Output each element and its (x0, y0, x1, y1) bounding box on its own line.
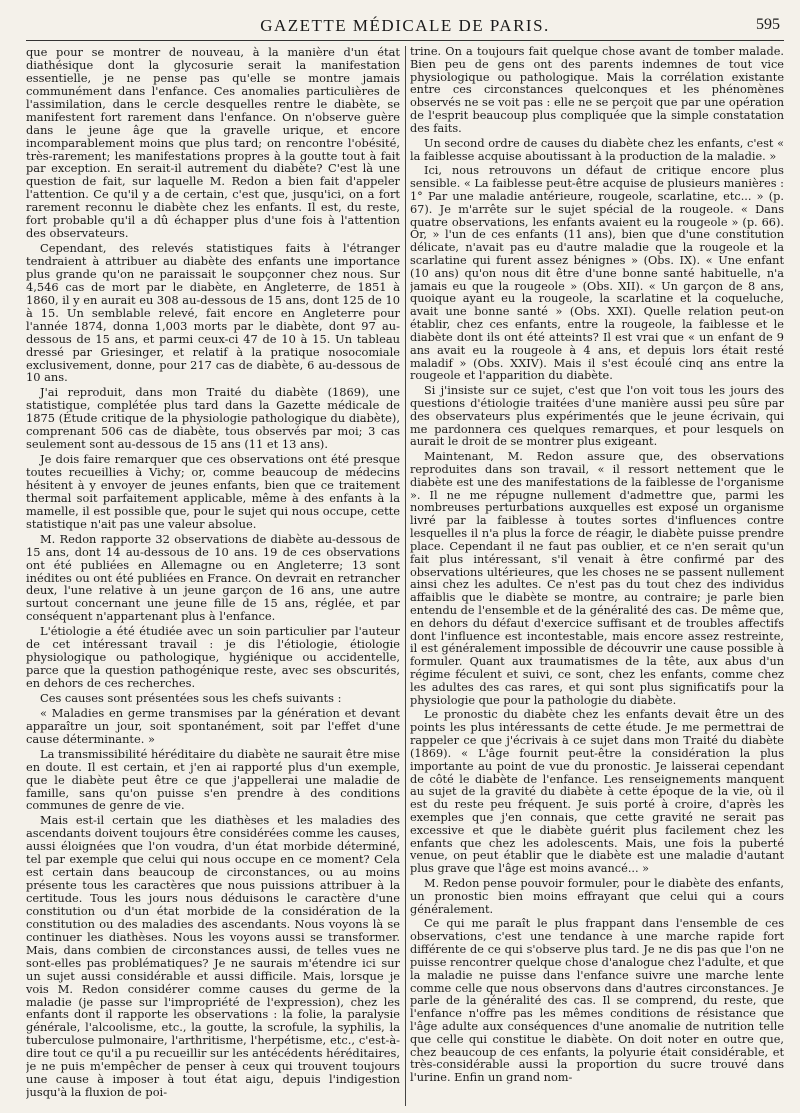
paragraph: trine. On a toujours fait quelque chose avant de tomber malade. Bien peu de gens ont des parents indemnes de tout vice physiologique ou pathologique. Mais la corrélation existante entre ces circonstances quelconques et les phénomènes observés ne se voit pas : elle ne se perçoit que par une opération de l'esprit beaucoup plus compliquée que la simple constatation des faits. (410, 46, 784, 135)
right-column (410, 46, 784, 1106)
page-number: 595 (756, 16, 780, 33)
left-column (26, 46, 400, 1106)
paragraph: que pour se montrer de nouveau, à la manière d'un état diathésique dont la glycosurie serait la manifestation essentielle, je ne pense pas qu'elle se montre jamais communément dans l'enfance. Ces anomalies particulières de l'assimilation, dans le cercle desquelles rentre le diabète, se manifestent fort rarement dans l'enfance. On n'observe guère dans le jeune âge que la gravelle urique, et encore incomparablement moins que plus tard; on rencontre l'obésité, très-rarement; les manifestations propres à la goutte tout à fait par exception. En serait-il autrement du diabète? C'est là une question de fait, sur laquelle M. Redon a bien fait d'appeler l'attention. Ce qu'il y a de certain, c'est que, jusqu'ici, on a fort rarement reconnu le diabète chez les enfants. Il est, du reste, fort probable qu'il a dû échapper plus d'une fois à l'attention des observateurs. (26, 46, 400, 241)
paragraph: Le pronostic du diabète chez les enfants devait être un des points les plus intéressants de cette étude. Je me permettrai de rappeler ce que j'écrivais à ce sujet dans mon Traité du diabète (1869). « L'âge fournit peut-être la considération la plus importante au point de vue du pronostic. Je laisserai cependant de côté le diabète de l'enfance. Les renseignements manquent au sujet de la gravité du diabète à cette époque de la vie, où il est du reste peu fréquent. Je suis porté à croire, d'après les exemples que j'en connais, que cette gravité ne serait pas excessive et que le diabète guérit plus facilement chez les enfants que chez les adolescents. Mais, une fois la puberté venue, on peut établir que le diabète est une maladie d'autant plus grave que l'âge est moins avancé... » (410, 708, 784, 876)
paragraph: La transmissibilité héréditaire du diabète ne saurait être mise en doute. Il est certain, et j'en ai rapporté plus d'un exemple, que le diabète peut être ce que j'appellerai une maladie de famille, sans qu'on puisse s'en prendre à des conditions communes de genre de vie. (26, 746, 400, 813)
journal-title: GAZETTE MÉDICALE DE PARIS. (260, 16, 550, 35)
paragraph: J'ai reproduit, dans mon Traité du diabète (1869), une statistique, complétée plus tard dans la Gazette médicale de 1875 (Étude critique de la physiologie pathologique du diabète), comprenant 506 cas de diabète, tous observés par moi; 3 cas seulement sont au-dessous de 15 ans (11 et 13 ans). (26, 385, 400, 452)
paragraph: Ici, nous retrouvons un défaut de critique encore plus sensible. « La faiblesse peut-être acquise de plusieurs manières : 1° Par une maladie antérieure, rougeole, scarlatine, etc... » (p. 67). Je m'arrête sur le sujet spécial de la rougeole. « Dans quatre observations, les enfants avaient eu la rougeole » (p. 66). Or, » l'un de ces enfants (11 ans), bien que d'une constitution délicate, n'avait pas eu d'autre maladie que la rougeole et la scarlatine qui furent assez bénignes » (Obs. IX). « Une enfant (10 ans) qu'on nous dit être d'une bonne santé habituelle, n'a jamais eu que la rougeole » (Obs. XII). « Un garçon de 8 ans, quoique ayant eu la rougeole, la scarlatine et la coqueluche, avait une bonne santé » (Obs. XXI). Quelle relation peut-on établir, chez ces enfants, entre la rougeole, la faiblesse et le diabète dont ils ont été atteints? Il est vrai que « un enfant de 9 ans avait eu la rougeole à 4 ans, et depuis lors était resté maladif » (Obs. XXIV). Mais il s'est écoulé cinq ans entre la rougeole et l'apparition du diabète. (410, 164, 784, 383)
paragraph: Je dois faire remarquer que ces observations ont été presque toutes recueillies à Vichy; or, comme beaucoup de médecins hésitent à y envoyer de jeunes enfants, bien que ce traitement thermal soit parfaitement applicable, même à des enfants à la mamelle, il est possible que, pour le sujet qui nous occupe, cette statistique n'ait pas une valeur absolue. (26, 452, 400, 531)
column-divider (405, 46, 406, 1106)
paragraph: Si j'insiste sur ce sujet, c'est que l'on voit tous les jours des questions d'étiologie traitées d'une manière aussi peu sûre par des observateurs plus expérimentés que le jeune écrivain, qui me pardonnera ces quelques remarques, et pour lesquels on aurait le droit de se montrer plus exigeant. (410, 384, 784, 449)
paragraph: Maintenant, M. Redon assure que, des observations reproduites dans son travail, « il ressort nettement que le diabète est une des manifestations de la faiblesse de l'organisme ». Il ne me répugne nullement d'admettre que, parmi les nombreuses perturbations auxquelles est exposé un organisme livré par la faiblesse à toutes sortes d'influences contre lesquelles il n'a plus la force de réagir, le diabète puisse prendre place. Cependant il ne faut pas oublier, et ce n'en serait qu'un fait plus intéressant, s'il venait à être confirmé par des observations ultérieures, que les choses ne se passent nullement ainsi chez les adultes. Ce n'est pas du tout chez des individus affaiblis que le diabète se montre, au contraire; je parle bien entendu de l'ensemble et de la généralité des cas. De même que, en dehors du défaut d'exercice suffisant et de troubles affectifs dont l'influence est incontestable, mais encore assez restreinte, il est généralement impossible de découvrir une cause possible à formuler. Quant aux traumatismes de la tête, aux abus d'un régime féculent et suivi, ce sont, chez les enfants, comme chez les adultes des cas rares, et qui sont plus significatifs pour la physiologie que pour la pathologie du diabète. (410, 450, 784, 707)
text-columns (26, 46, 784, 1113)
paragraph: « Maladies en germe transmises par la génération et devant apparaître un jour, soit spontanément, soit par l'effet d'une cause déterminante. » (26, 705, 400, 746)
paragraph: Mais est-il certain que les diathèses et les maladies des ascendants doivent toujours être considérées comme les causes, aussi éloignées que l'on voudra, d'un état morbide déterminé, tel par exemple que celui qui nous occupe en ce moment? Cela est certain dans beaucoup de circonstances, ou au moins présente tous les caractères que nous puissions attribuer à la certitude. Tous les jours nous déduisons le caractère d'une constitution ou d'un état morbide de la considération de la constitution ou des maladies des ascendants. Nous voyons là se continuer les diathèses. Nous les voyons aussi se transformer. Mais, dans combien de circonstances aussi, de telles vues ne sont-elles pas problématiques? Je ne saurais m'étendre ici sur un sujet aussi considérable et aussi difficile. Mais, lorsque je vois M. Redon considérer comme causes du germe de la maladie (je passe sur l'impropriété de l'expression), chez les enfants dont il rapporte les observations : la folie, la paralysie générale, l'alcoolisme, etc., la goutte, la scrofule, la syphilis, la tuberculose pulmonaire, l'arthritisme, l'herpétisme, etc., c'est-à-dire tout ce qu'il a pu recueillir sur les antécédents héréditaires, je ne puis m'empêcher de penser à ceux qui trouvent toujours une cause à imposer à tout état aigu, depuis l'indigestion jusqu'à la fluxion de poi- (26, 813, 400, 1100)
paragraph: Un second ordre de causes du diabète chez les enfants, c'est « la faiblesse acquise aboutissant à la production de la maladie. » (410, 136, 784, 163)
paragraph: M. Redon rapporte 32 observations de diabète au-dessous de 15 ans, dont 14 au-dessous de 10 ans. 19 de ces observations ont été publiées en Allemagne ou en Angleterre; 13 sont inédites ou ont été publiées en France. On devrait en retrancher deux, l'une relative à un jeune garçon de 16 ans, une autre surtout concernant une jeune fille de 15 ans, réglée, et par conséquent n'appartenant plus à l'enfance. (26, 531, 400, 624)
paragraph: Ces causes sont présentées sous les chefs suivants : (40, 690, 342, 705)
paragraph: L'étiologie a été étudiée avec un soin particulier par l'auteur de cet intéressant travail : je dis l'étiologie, étiologie physiologique ou pathologique, hygiénique ou accidentelle, parce que la question pathogénique reste, avec ses obscurités, en dehors de ces recherches. (26, 624, 400, 690)
paragraph: M. Redon pense pouvoir formuler, pour le diabète des enfants, un pronostic bien moins effrayant que celui qui a cours généralement. (410, 877, 784, 916)
running-header (26, 14, 784, 41)
paragraph: Ce qui me paraît le plus frappant dans l'ensemble de ces observations, c'est une tendance à une marche rapide fort différente de ce qui s'observe plus tard. Je ne dis pas que l'on ne puisse rencontrer quelque chose d'analogue chez l'adulte, et que la maladie ne puisse dans l'enfance suivre une marche lente comme celle que nous observons dans d'autres circonstances. Je parle de la généralité des cas. Il se comprend, du reste, que l'enfance n'offre pas les mêmes conditions de résistance que l'âge adulte aux conséquences d'une anomalie de nutrition telle que celle qui constitue le diabète. On doit noter en outre que, chez beaucoup de ces enfants, la polyurie était considérable, et très-considérable aussi la proportion du sucre trouvé dans l'urine. Enfin un grand nom- (410, 917, 784, 1085)
paragraph: Cependant, des relevés statistiques faits à l'étranger tendraient à attribuer au diabète des enfants une importance plus grande qu'on ne paraissait le soupçonner chez nous. Sur 4,546 cas de mort par le diabète, en Angleterre, de 1851 à 1860, il y en aurait eu 308 au-dessous de 15 ans, dont 125 de 10 à 15. Un semblable relevé, fait encore en Angleterre pour l'année 1874, donna 1,003 morts par le diabète, dont 97 au-dessous de 15 ans, et parmi ceux-ci 47 de 10 à 15. Un tableau dressé par Griesinger, et relatif à la pratique nosocomiale exclusivement, donne, pour 217 cas de diabète, 6 au-dessous de 10 ans. (26, 241, 400, 385)
